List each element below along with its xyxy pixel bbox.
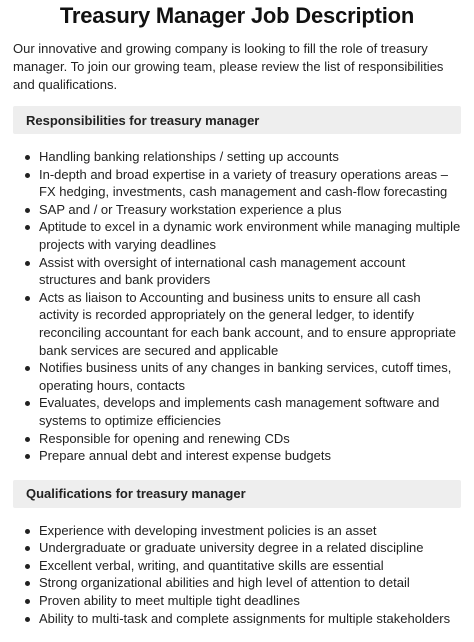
bullet-icon <box>25 546 30 551</box>
list-item: SAP and / or Treasury workstation experience a plus <box>23 201 461 219</box>
bullet-icon <box>25 454 30 459</box>
list-item: In-depth and broad expertise in a variety of treasury operations areas – FX hedging, investments, cash management and cash-flow forecasting <box>23 166 461 201</box>
list-item: Handling banking relationships / setting up accounts <box>23 148 461 166</box>
bullet-icon <box>25 564 30 569</box>
list-item: Evaluates, develops and implements cash management software and systems to optimize efficiencies <box>23 394 461 429</box>
list-item: Notifies business units of any changes in banking services, cutoff times, operating hours, contacts <box>23 359 461 394</box>
bullet-icon <box>25 599 30 604</box>
list-item: Assist with oversight of international cash management account structures and bank providers <box>23 254 461 289</box>
intro-paragraph: Our innovative and growing company is looking to fill the role of treasury manager. To join our growing team, please review the list of responsibilities and qualifications. <box>13 41 444 92</box>
bullet-icon <box>25 261 30 266</box>
list-item: Responsible for opening and renewing CDs <box>23 430 461 448</box>
bullet-icon <box>25 208 30 213</box>
bullet-icon <box>25 617 30 622</box>
list-item: Acts as liaison to Accounting and business units to ensure all cash activity is recorded appropriately on the general ledger, to identify reconciling accountant for each bank account, and to ensure appropriate bank services are secured and applicable <box>23 289 461 359</box>
bullet-icon <box>25 366 30 371</box>
bullet-icon <box>25 225 30 230</box>
bullet-icon <box>25 296 30 301</box>
bullet-icon <box>25 437 30 442</box>
bullet-icon <box>25 401 30 406</box>
page-title: Treasury Manager Job Description <box>59 3 415 28</box>
list-item: Proven ability to meet multiple tight deadlines <box>23 592 461 610</box>
bullet-icon <box>25 173 30 178</box>
responsibilities-heading: Responsibilities for treasury manager <box>13 106 461 134</box>
list-item: Ability to multi-task and complete assignments for multiple stakeholders <box>23 610 461 628</box>
qualifications-heading: Qualifications for treasury manager <box>13 480 461 508</box>
bullet-icon <box>25 529 30 534</box>
list-item: Excellent verbal, writing, and quantitative skills are essential <box>23 557 461 575</box>
list-item: Experience with developing investment policies is an asset <box>23 522 461 540</box>
responsibilities-list <box>13 148 461 465</box>
list-item: Undergraduate or graduate university degree in a related discipline <box>23 539 461 557</box>
list-item: Prepare annual debt and interest expense budgets <box>23 447 461 465</box>
qualifications-list <box>13 522 461 628</box>
bullet-icon <box>25 155 30 160</box>
bullet-icon <box>25 581 30 586</box>
list-item: Aptitude to excel in a dynamic work environment while managing multiple projects with varying deadlines <box>23 218 461 253</box>
list-item: Strong organizational abilities and high level of attention to detail <box>23 574 461 592</box>
